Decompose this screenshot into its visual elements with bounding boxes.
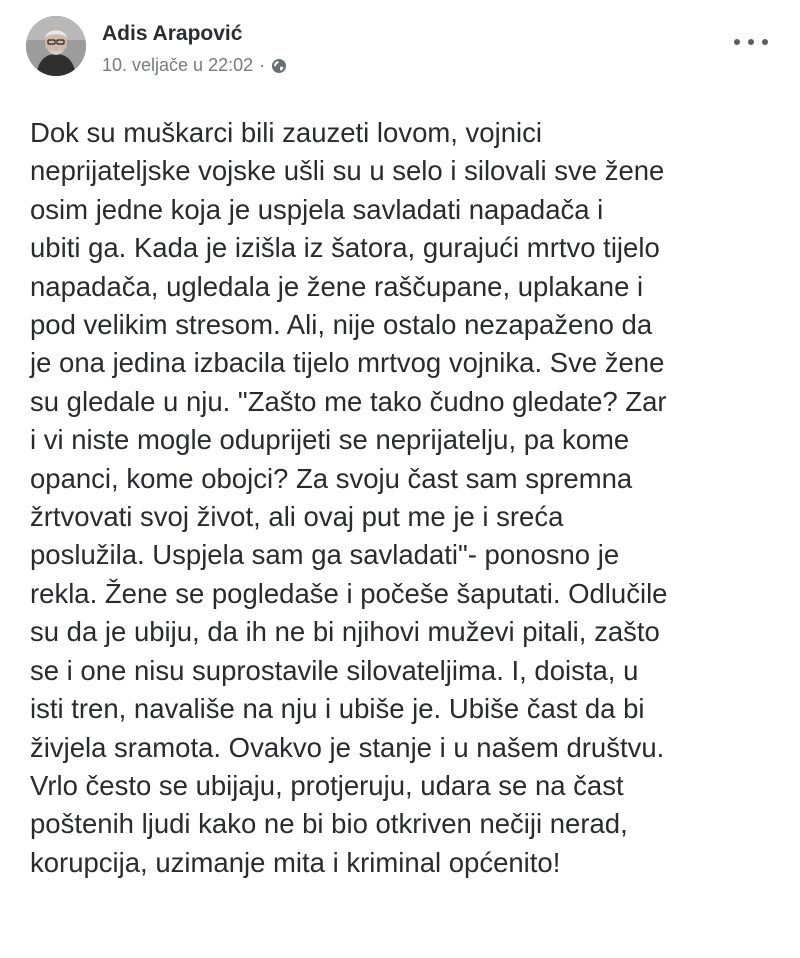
post-text-line: živjela sramota. Ovakvo je stanje i u našem društvu. bbox=[30, 731, 665, 763]
globe-icon[interactable] bbox=[271, 58, 287, 74]
post-text-line: ubiti ga. Kada je izišla iz šatora, gurajući mrtvo tijelo bbox=[30, 232, 660, 264]
post-text-line: rekla. Žene se pogledaše i počeše šaputati. Odlučile bbox=[30, 577, 668, 609]
post-text-line: isti tren, navališe na nju i ubiše je. Ubiše čast da bi bbox=[30, 693, 645, 725]
more-options-icon[interactable] bbox=[734, 32, 768, 52]
post-text-line: žrtvovati svoj život, ali ovaj put me je i sreća bbox=[30, 501, 564, 533]
post-text-line: neprijateljske vojske ušli su u selo i silovali sve žene bbox=[30, 155, 665, 187]
post-text-line: se i one nisu suprostavile silovateljima. I, doista, u bbox=[30, 654, 639, 686]
post-text-line: pod velikim stresom. Ali, nije ostalo nezapaženo da bbox=[30, 309, 653, 341]
author-name[interactable]: Adis Arapović bbox=[102, 22, 243, 45]
author-avatar[interactable] bbox=[26, 16, 86, 76]
post-text-line: je ona jedina izbacila tijelo mrtvog vojnika. Sve žene bbox=[30, 347, 665, 379]
post-text-line: napadača, ugledala je žene raščupane, uplakane i bbox=[30, 270, 644, 302]
post-text-line: su da je ubiju, da ih ne bi njihovi muževi pitali, zašto bbox=[30, 616, 660, 648]
post-text-line: Dok su muškarci bili zauzeti lovom, vojnici bbox=[30, 117, 542, 148]
post-text-line: Vrlo često se ubijaju, protjeruju, udara se na čast bbox=[30, 769, 624, 801]
more-dot bbox=[748, 39, 754, 45]
post-text-line: su gledale u nju. "Zašto me tako čudno gledate? Zar bbox=[30, 385, 667, 417]
post-text bbox=[30, 114, 790, 882]
post-text-line: poslužila. Uspjela sam ga savladati"- ponosno je bbox=[30, 539, 620, 571]
post-text-line: i vi niste mogle oduprijeti se neprijatelju, pa kome bbox=[30, 424, 630, 456]
meta-separator: · bbox=[259, 55, 266, 75]
avatar-photo-icon bbox=[26, 16, 86, 76]
post-text-line: osim jedne koja je uspjela savladati napadača i bbox=[30, 193, 604, 225]
more-dot bbox=[734, 39, 740, 45]
post-header bbox=[26, 16, 776, 80]
post-timestamp[interactable]: 10. veljače u 22:02 bbox=[102, 55, 254, 75]
post-text-line: korupcija, uzimanje mita i kriminal općenito! bbox=[30, 846, 561, 878]
post-text-line: opanci, kome obojci? Za svoju čast sam spremna bbox=[30, 462, 633, 494]
more-dot bbox=[762, 39, 768, 45]
post-meta bbox=[102, 55, 287, 76]
post-text-line: poštenih ljudi kako ne bi bio otkriven nečiji nerad, bbox=[30, 808, 628, 840]
